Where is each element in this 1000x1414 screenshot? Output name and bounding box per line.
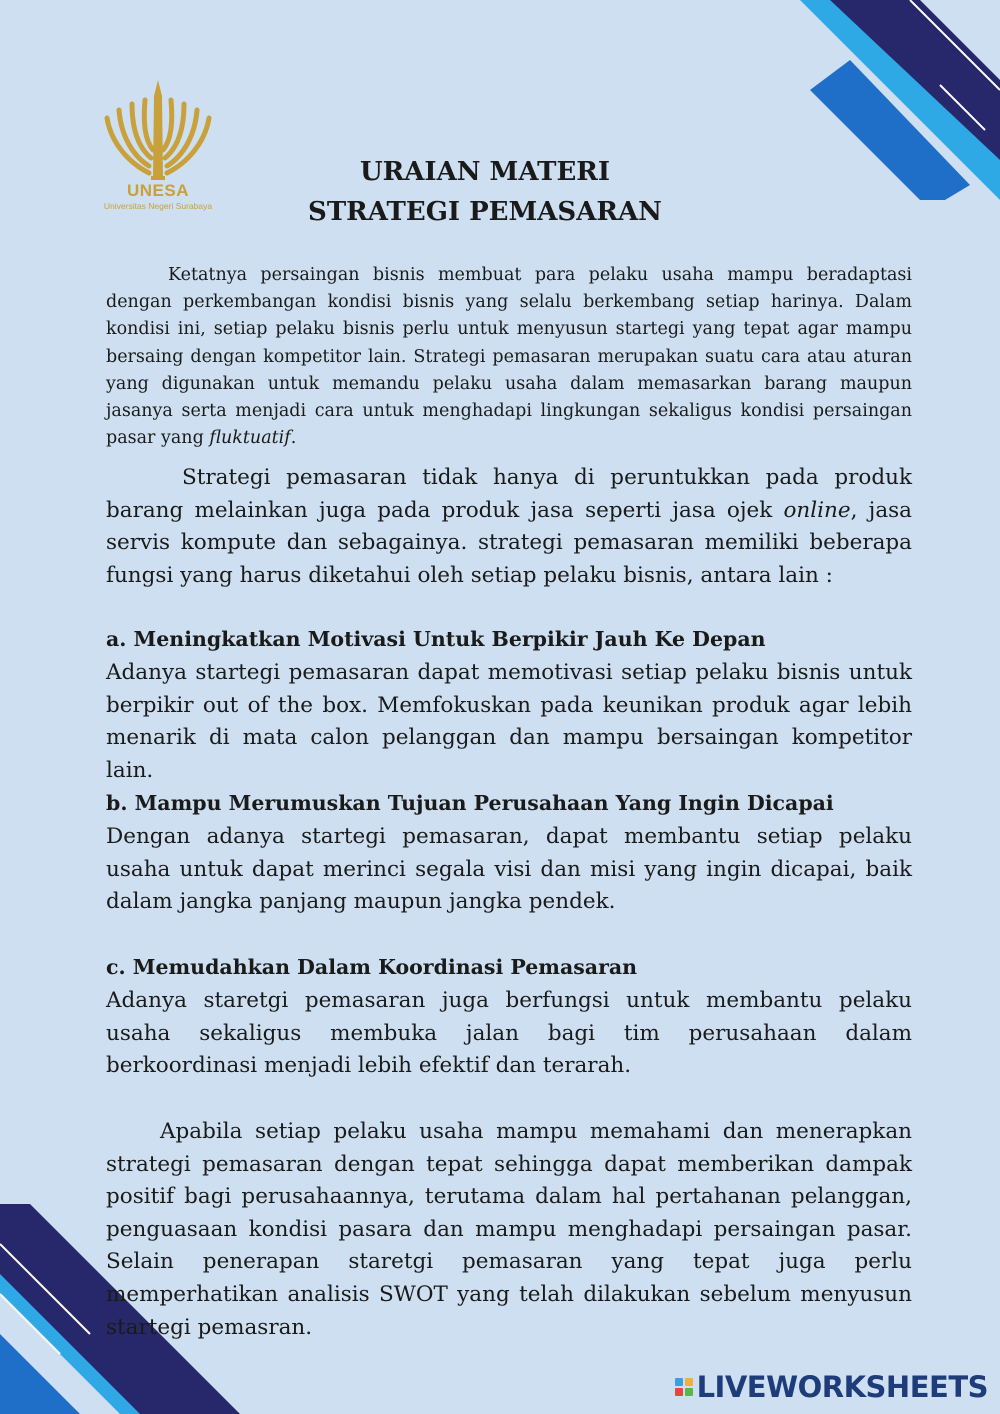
section-a-body: Adanya startegi pemasaran dapat memotivasi setiap pelaku bisnis untuk berpikir out of the box. Memfokuskan pada keunikan produk agar lebih menarik di mata calon pelanggan dan mampu bersaingan kompetitor lain.	[106, 660, 912, 783]
section-c-body: Adanya staretgi pemasaran juga berfungsi untuk membantu pelaku usaha sekaligus membuka jalan bagi tim perusahaan dalam berkoordinasi menjadi lebih efektif dan terarah.	[106, 988, 912, 1079]
unesa-logo	[96, 78, 220, 211]
intro-end: .	[290, 428, 297, 449]
title-line-1: URAIAN MATERI	[359, 157, 611, 187]
corner-decoration-top	[770, 0, 1000, 200]
intro-paragraph	[106, 262, 912, 452]
page-title	[250, 152, 720, 232]
liveworksheets-brand	[675, 1370, 988, 1404]
section-c-heading: c. Memudahkan Dalam Koordinasi Pemasaran	[106, 955, 638, 979]
section-b-body: Dengan adanya startegi pemasaran, dapat membantu setiap pelaku usaha untuk dapat merinci segala visi dan misi yang ingin dicapai, baik dalam jangka panjang maupun jangka pendek.	[106, 824, 912, 915]
wing-emblem-icon	[99, 78, 217, 183]
brand-text: LIVEWORKSHEETS	[696, 1370, 988, 1404]
closing-text: Apabila setiap pelaku usaha mampu memahami dan menerapkan strategi pemasaran dengan tepat sehingga dapat memberikan dampak positif bagi perusahaannya, terutama dalam hal pertahanan pelanggan, penguasaan kondisi pasara dan mampu menghadapi persaingan pasar. Selain penerapan staretgi pemasaran yang tepat juga perlu memperhatikan analisis SWOT yang telah dilakukan sebelum menyusun startegi pemasran.	[106, 1119, 912, 1340]
brand-mark-icon	[675, 1378, 693, 1396]
para2-italic: online	[783, 497, 851, 523]
closing-paragraph	[106, 1116, 912, 1344]
title-line-2: STRATEGI PEMASARAN	[308, 197, 662, 227]
logo-subtitle: Universitas Negeri Surabaya	[103, 201, 213, 211]
para2-before: Strategi pemasaran tidak hanya di peruntukkan pada produk barang melainkan juga pada produk jasa seperti jasa ojek	[106, 465, 912, 523]
intro-italic: fluktuatif	[209, 428, 291, 449]
section-a-heading: a. Meningkatkan Motivasi Untuk Berpikir Jauh Ke Depan	[106, 627, 766, 651]
para2-after: , jasa servis kompute dan sebagainya. strategi pemasaran memiliki beberapa fungsi yang harus diketahui oleh setiap pelaku bisnis, antara lain :	[106, 497, 912, 588]
section-b-heading: b. Mampu Merumuskan Tujuan Perusahaan Yang Ingin Dicapai	[106, 791, 834, 815]
logo-name: UNESA	[126, 181, 189, 200]
functions-intro-paragraph	[106, 462, 912, 592]
intro-text: Ketatnya persaingan bisnis membuat para pelaku usaha mampu beradaptasi dengan perkembangan kondisi bisnis yang selalu berkembang setiap harinya. Dalam kondisi ini, setiap pelaku bisnis perlu untuk menyusun startegi yang tepat agar mampu bersaing dengan kompetitor lain. Strategi pemasaran merupakan suatu cara atau aturan yang digunakan untuk memandu pelaku usaha dalam memasarkan barang maupun jasanya serta menjadi cara untuk menghadapi lingkungan sekaligus kondisi persaingan pasar yang	[106, 265, 912, 449]
